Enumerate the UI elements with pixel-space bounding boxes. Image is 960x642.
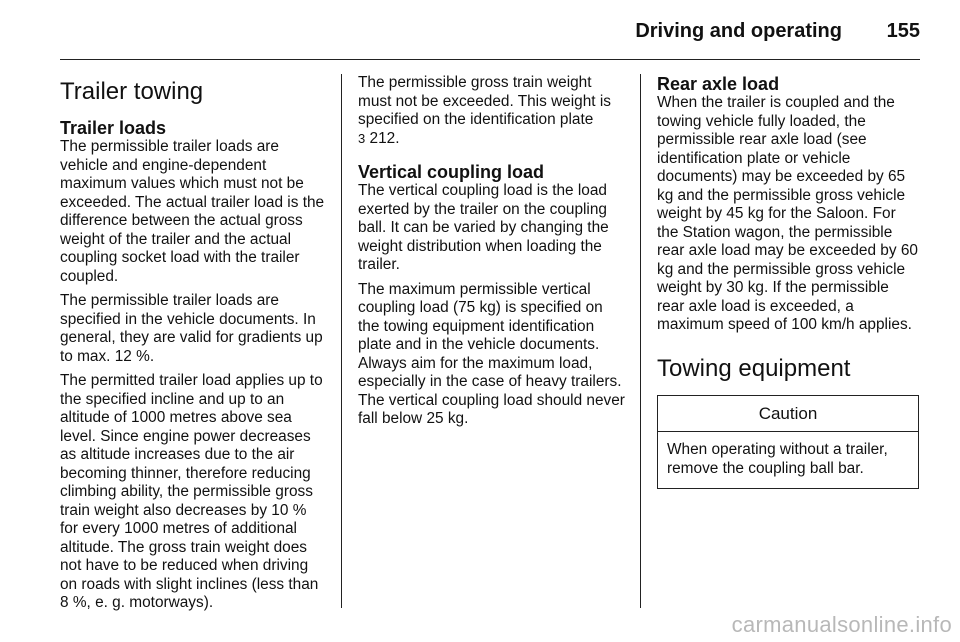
watermark: carmanualsonline.info [731,612,952,637]
caution-title: Caution [658,396,918,433]
gross-train-weight-text: The permissible gross train weight must not be exceeded. This weight is specified on the identification plate [358,74,611,128]
paragraph-rear-axle-load: When the trailer is coupled and the towing vehicle fully loaded, the permissible rear axle load (see identification plate or vehicle documents) may be exceeded by 65 kg and the permissible gross vehicle weight by 45 kg for the Saloon. For the Station wagon, the permissible rear axle load may be exceeded by 60 kg and the permissible gross vehicle weight by 30 kg. If the permissible rear axle load is exceeded, a maximum speed of 100 km/h applies. [657,94,918,333]
page-number: 155 [886,20,920,42]
page-reference-arrow-icon: 3 [358,130,366,146]
paragraph-trailer-loads-1: The permissible trailer loads are vehicle and engine-dependent maximum values which must not be exceeded. The actual trailer load is the difference between the actual gross weight of the trailer and the actual coupling socket load with the trailer coupled. [60,138,325,285]
paragraph-trailer-loads-2: The permissible trailer loads are specified in the vehicle documents. In general, they are valid for gradients up to max. 12 %. [60,292,323,365]
page-reference-link[interactable]: 212. [369,129,400,147]
section-title-trailer-towing: Trailer towing [60,78,204,105]
column-2 [358,74,625,435]
column-3 [657,74,920,489]
paragraph-vertical-coupling-2: The maximum permissible vertical coupling load (75 kg) is specified on the towing equipment identification plate and in the vehicle documents. Always aim for the maximum load, especially in the case of heavy trailers. The vertical coupling load should never fall below 25 kg. [358,280,625,427]
paragraph-gross-train-weight [358,74,625,148]
header-rule [60,59,920,60]
paragraph-vertical-coupling-1: The vertical coupling load is the load exerted by the trailer on the coupling ball. It can be varied by changing the weight distribution when loading the trailer. [358,182,609,273]
caution-text: When operating without a trailer, remove the coupling ball bar. [667,441,888,477]
column-1 [60,74,326,619]
page-header [60,18,920,48]
column-divider-1 [341,74,342,608]
heading-vertical-coupling-load: Vertical coupling load [358,162,545,182]
heading-trailer-loads: Trailer loads [60,118,167,138]
heading-rear-axle-load: Rear axle load [657,74,780,94]
paragraph-trailer-loads-3: The permitted trailer load applies up to the specified incline and up to an altitude of 1000 metres above sea level. Since engine power decreases as altitude increases due to the air becoming thinner, therefore reducing climbing ability, the permissible gross train weight also decreases by 10 % for every 1000 metres of additional altitude. The gross train weight does not have to be reduced when driving on roads with slight inclines (less than 8 %, e. g. motorways). [60,372,323,611]
header-section-title: Driving and operating [635,20,842,42]
section-title-towing-equipment: Towing equipment [657,354,851,382]
caution-box [657,395,919,490]
column-divider-2 [640,74,641,608]
